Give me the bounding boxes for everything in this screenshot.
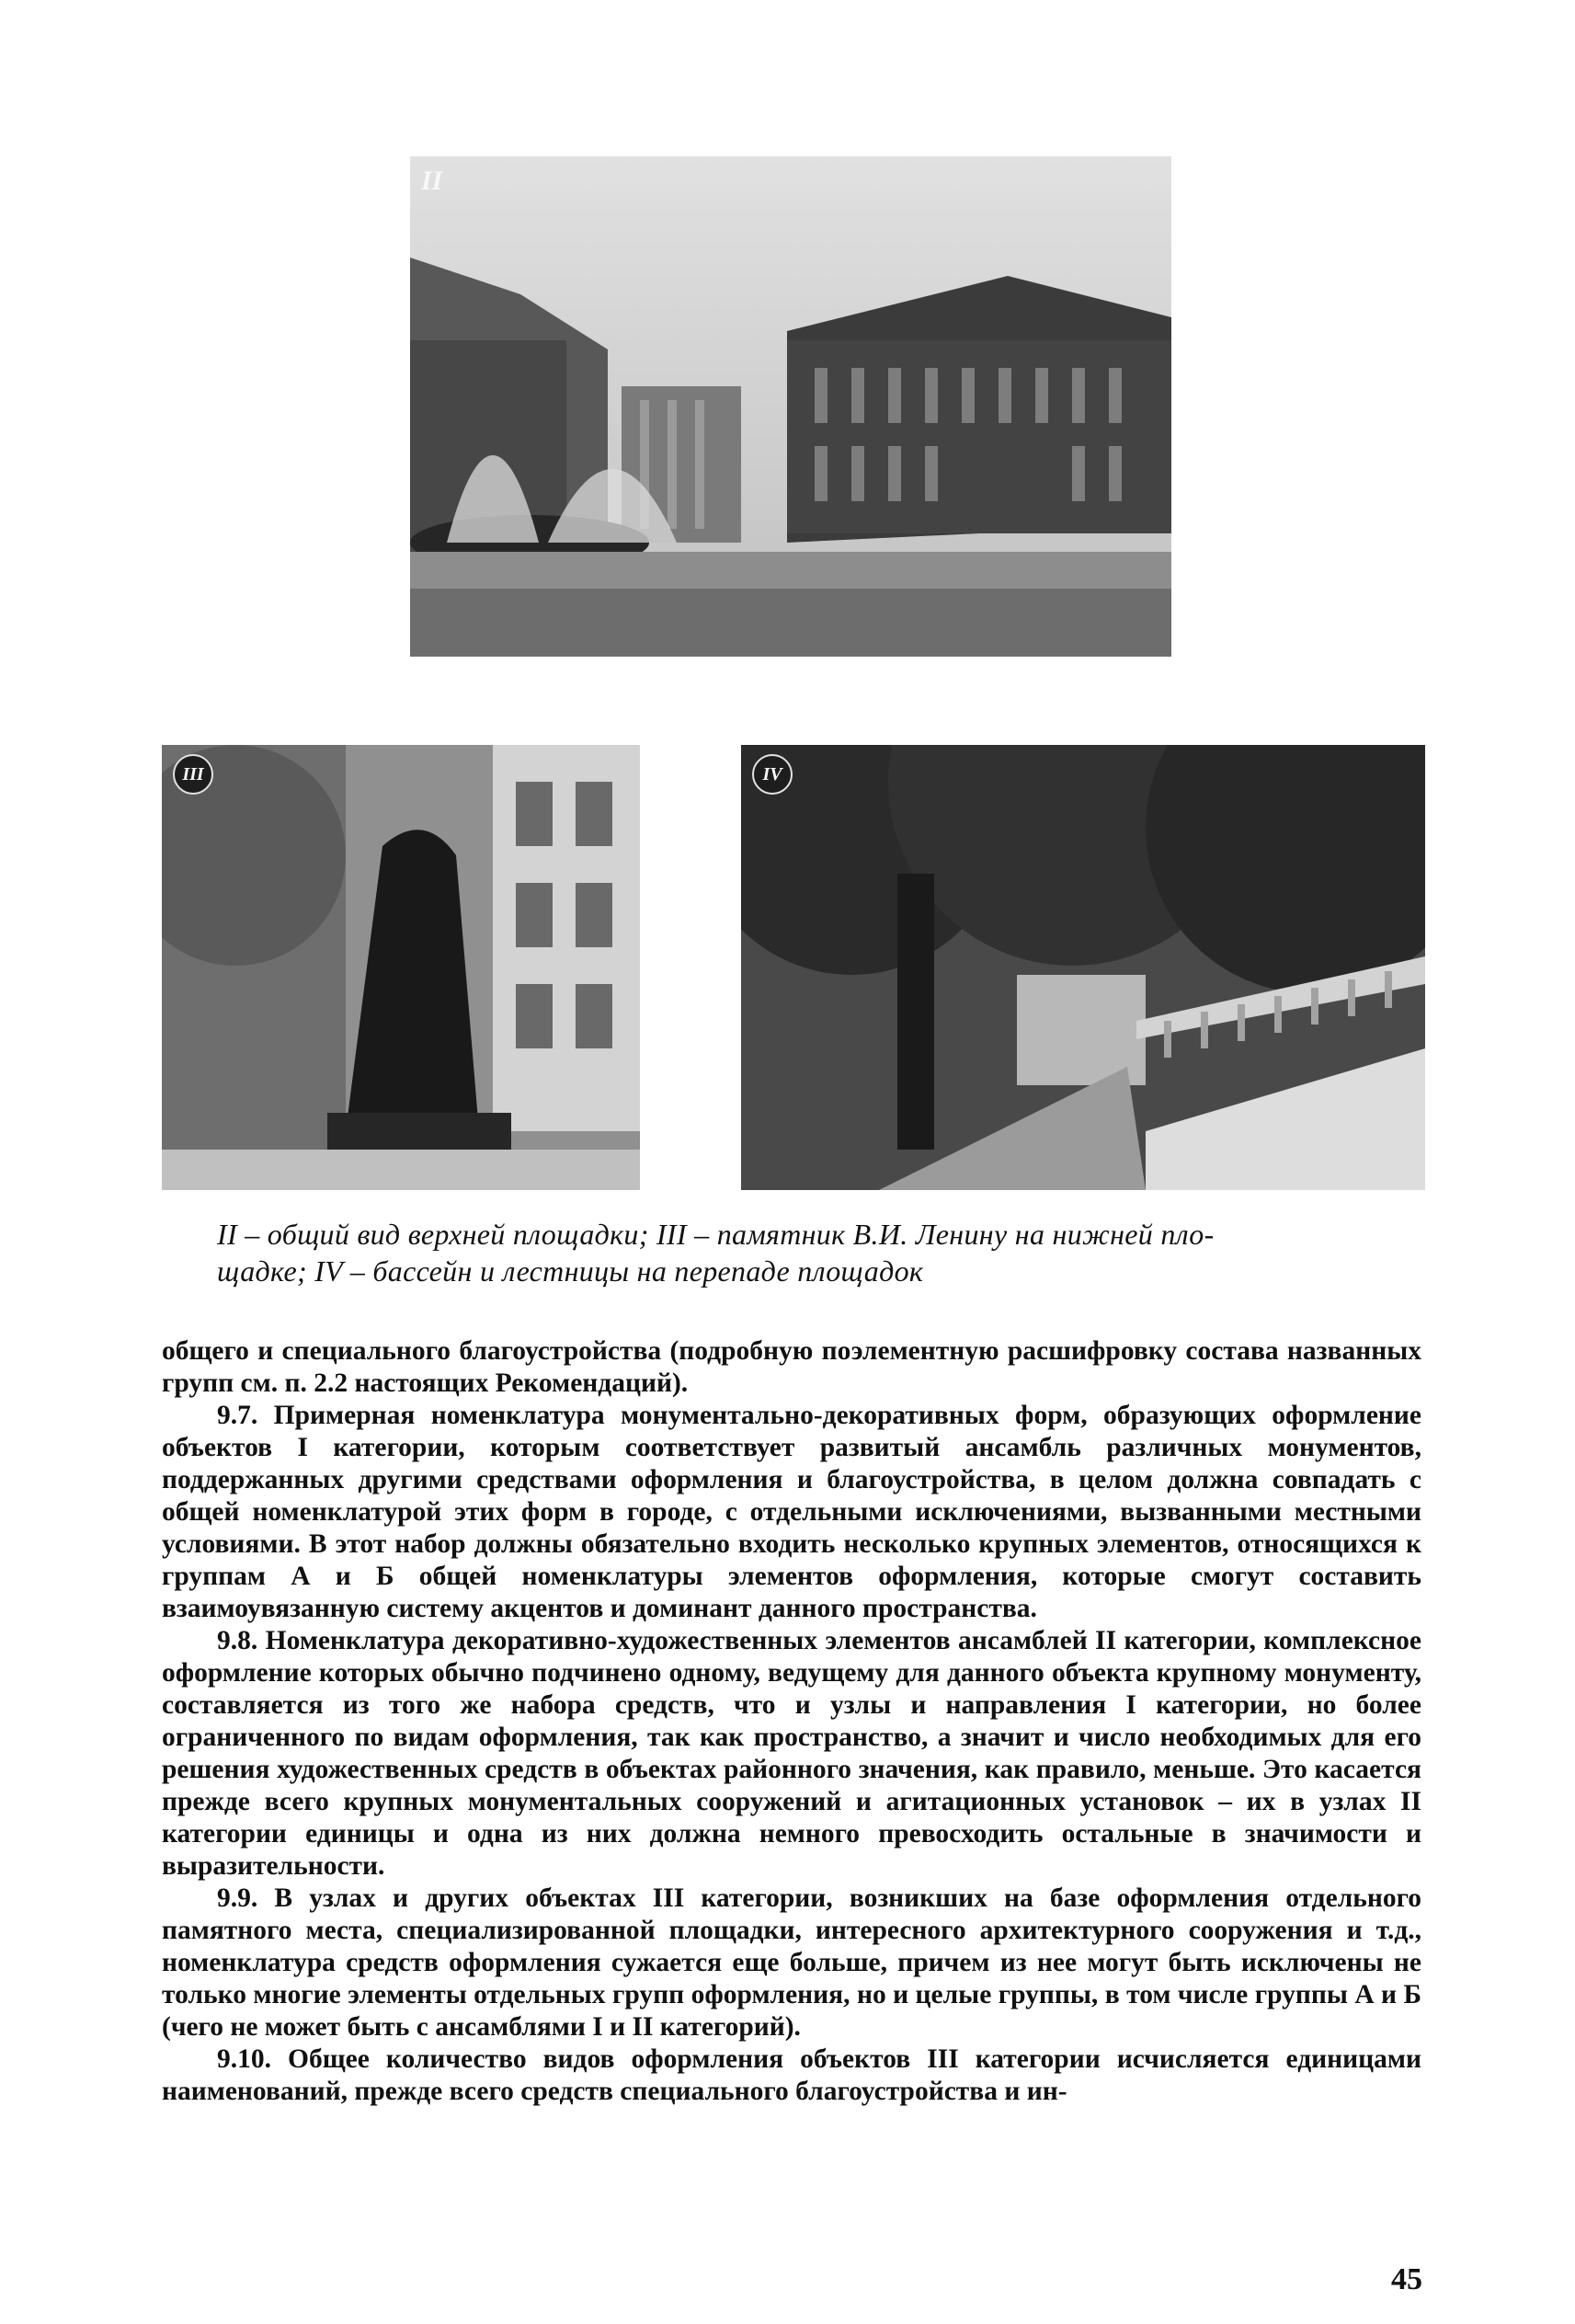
photo-lenin-monument	[162, 745, 640, 1190]
photo-pool-and-stairs	[741, 745, 1425, 1190]
photo-label-iii: III	[173, 754, 213, 795]
photo-illustration	[741, 745, 1425, 1190]
figure-caption	[217, 1216, 1431, 1289]
paragraph-9-9: 9.9. В узлах и других объектах III категории, возникших на базе оформления отдельного памятного места, специализированной площадки, интересного архитектурного сооружения и т.д., номенклатура средств оформления сужается еще больше, причем из нее могут быть исключены не только многие элементы отдельных групп оформления, но и целые группы, в том числе группы А и Б (чего не может быть с ансамблями I и II категорий).	[162, 1883, 1421, 2042]
caption-line-1: II – общий вид верхней площадки; III – памятник В.И. Ленину на нижней пло-	[217, 1218, 1215, 1251]
photo-label-ii: II	[421, 166, 443, 196]
page-number: 45	[1391, 2262, 1422, 2296]
caption-line-2: щадке; IV – бассейн и лестницы на перепаде площадок	[217, 1254, 924, 1288]
paragraph-9-8: 9.8. Номенклатура декоративно-художественных элементов ансамблей II категории, комплексное оформление которых обычно подчинено одному, ведущему для данного объекта крупному монументу, составляется из того же набора средств, что и узлы и направления I категории, но более ограниченного по видам оформления, так как пространство, а значит и число необходимых для его решения художественных средств в объектах районного значения, как правило, меньше. Это касается прежде всего крупных монументальных сооружений и агитационных установок – их в узлах II категории единицы и одна из них должна немного превосходить остальные в значимости и выразительности.	[162, 1626, 1421, 1881]
photo-illustration	[410, 156, 1171, 657]
photo-label-iv: IV	[752, 754, 793, 795]
body-text	[162, 1335, 1421, 2108]
paragraph-continuation: общего и специального благоустройства (подробную поэлементную расшифровку состава названных групп см. п. 2.2 настоящих Рекомендаций).	[162, 1336, 1421, 1398]
paragraph-9-10: 9.10. Общее количество видов оформления объектов III категории исчисляется единицами наименований, прежде всего средств специального благоустройства и ин-	[162, 2044, 1421, 2106]
photo-general-view-upper-square	[410, 156, 1171, 657]
paragraph-9-7: 9.7. Примерная номенклатура монументально-декоративных форм, образующих оформление объектов I категории, которым соответствует развитый ансамбль различных монументов, поддержанных другими средствами оформления и благоустройства, в целом должна совпадать с общей номенклатурой этих форм в городе, с отдельными исключениями, вызванными местными условиями. В этот набор должны обязательно входить несколько крупных элементов, относящихся к группам А и Б общей номенклатуры элементов оформления, которые смогут составить взаимоувязанную систему акцентов и доминант данного пространства.	[162, 1401, 1421, 1623]
photo-illustration	[162, 745, 640, 1190]
